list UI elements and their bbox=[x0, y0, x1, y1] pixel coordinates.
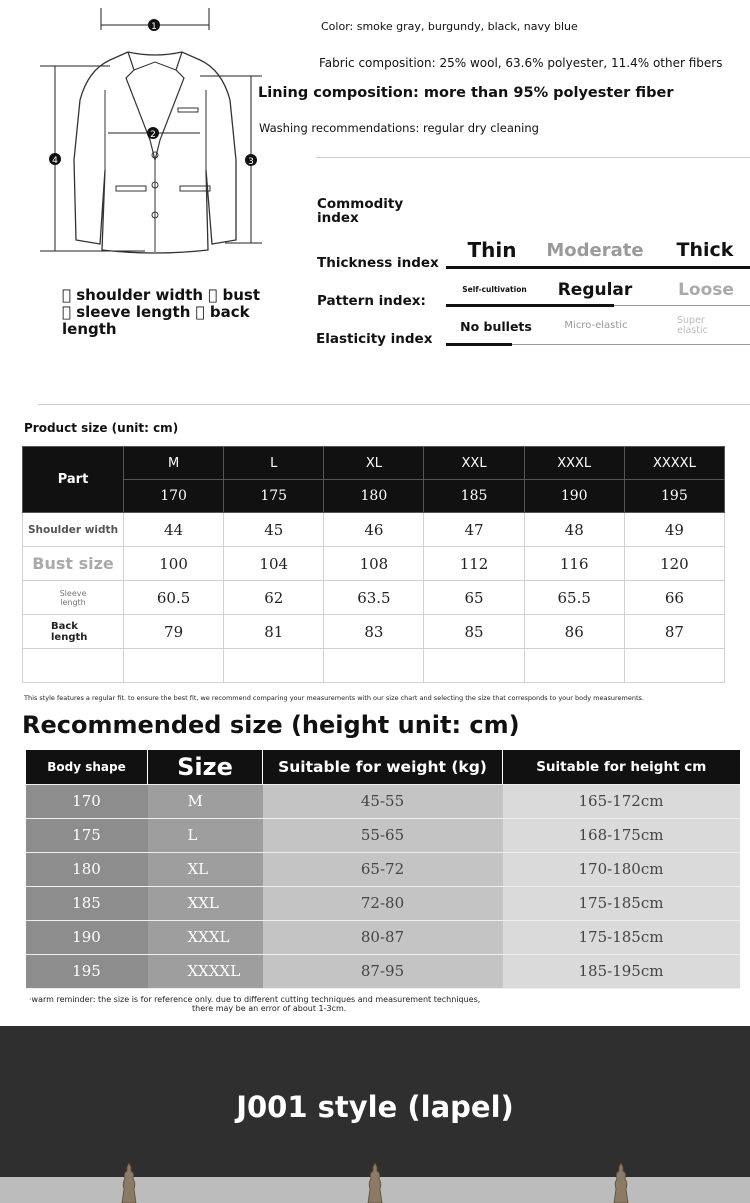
cell: 108 bbox=[324, 547, 424, 581]
cell: 60.5 bbox=[124, 581, 224, 615]
cell: 180 bbox=[26, 852, 148, 886]
cell: 100 bbox=[124, 547, 224, 581]
product-size-table bbox=[22, 446, 725, 683]
cell: 49 bbox=[624, 513, 724, 547]
pattern-index-label: Pattern index: bbox=[317, 293, 426, 309]
table-row bbox=[26, 954, 740, 988]
row-label: Back length bbox=[23, 615, 124, 649]
table-row bbox=[26, 886, 740, 920]
style-title: J001 style (lapel) bbox=[236, 1090, 514, 1124]
height-header: 190 bbox=[524, 480, 624, 513]
cell: 55-65 bbox=[263, 818, 503, 852]
svg-text:2: 2 bbox=[150, 130, 156, 140]
cell: 104 bbox=[224, 547, 324, 581]
header-size: Size bbox=[148, 750, 263, 784]
recommended-header-row bbox=[26, 750, 740, 784]
marker-3 bbox=[245, 154, 257, 167]
table-row bbox=[23, 547, 725, 581]
header-height: Suitable for height cm bbox=[503, 750, 740, 784]
thickness-moderate: Moderate bbox=[546, 240, 644, 261]
cell: 48 bbox=[524, 513, 624, 547]
recommended-size-table bbox=[25, 750, 740, 989]
part-header: Part bbox=[23, 447, 124, 513]
cell: 65 bbox=[424, 581, 524, 615]
thickness-thick: Thick bbox=[676, 239, 734, 261]
cell: XXXL bbox=[148, 920, 263, 954]
section-divider bbox=[38, 404, 750, 405]
thickness-index-label: Thickness index bbox=[317, 255, 439, 271]
size-header: M bbox=[124, 447, 224, 480]
cell: 112 bbox=[424, 547, 524, 581]
height-header: 170 bbox=[124, 480, 224, 513]
cell: 79 bbox=[124, 615, 224, 649]
size-header: XXXL bbox=[524, 447, 624, 480]
cell: 175 bbox=[26, 818, 148, 852]
height-header: 180 bbox=[324, 480, 424, 513]
product-size-title: Product size (unit: cm) bbox=[24, 421, 179, 435]
cell: L bbox=[148, 818, 263, 852]
table-row bbox=[23, 513, 725, 547]
table-row bbox=[26, 784, 740, 818]
cell: 83 bbox=[324, 615, 424, 649]
pattern-loose: Loose bbox=[678, 280, 734, 300]
cell: 175-185cm bbox=[503, 886, 740, 920]
size-header: L bbox=[224, 447, 324, 480]
svg-text:1: 1 bbox=[151, 22, 157, 32]
elasticity-super-elastic: Super elastic bbox=[677, 315, 708, 336]
elasticity-index-label: Elasticity index bbox=[316, 331, 433, 347]
commodity-index-title: Commodity index bbox=[317, 196, 404, 226]
cell: 87-95 bbox=[263, 954, 503, 988]
height-header: 175 bbox=[224, 480, 324, 513]
cell: 46 bbox=[324, 513, 424, 547]
divider bbox=[316, 157, 750, 158]
svg-text:3: 3 bbox=[248, 157, 254, 167]
warm-reminder-line-2: there may be an error of about 1-3cm. bbox=[192, 1004, 347, 1013]
header-weight: Suitable for weight (kg) bbox=[263, 750, 503, 784]
cell: 45-55 bbox=[263, 784, 503, 818]
spec-fabric: Fabric composition: 25% wool, 63.6% polyester, 11.4% other fibers bbox=[319, 56, 723, 70]
cell: 65-72 bbox=[263, 852, 503, 886]
pattern-regular: Regular bbox=[557, 280, 633, 300]
height-header: 185 bbox=[424, 480, 524, 513]
cell: 175-185cm bbox=[503, 920, 740, 954]
elasticity-no-bullets: No bullets bbox=[460, 319, 532, 334]
cell: 47 bbox=[424, 513, 524, 547]
cell: 62 bbox=[224, 581, 324, 615]
cell: 44 bbox=[124, 513, 224, 547]
recommended-size-title: Recommended size (height unit: cm) bbox=[22, 711, 520, 739]
jacket-measurement-diagram bbox=[30, 0, 270, 265]
size-header: XL bbox=[324, 447, 424, 480]
thickness-bar bbox=[446, 266, 750, 269]
row-label: Bust size bbox=[23, 547, 124, 581]
spec-lining: Lining composition: more than 95% polyester fiber bbox=[258, 85, 674, 101]
row-label: Shoulder width bbox=[23, 513, 124, 547]
cell: 66 bbox=[624, 581, 724, 615]
finial-icon bbox=[366, 1163, 384, 1203]
style-banner bbox=[0, 1026, 750, 1203]
cell: 72-80 bbox=[263, 886, 503, 920]
svg-text:4: 4 bbox=[52, 156, 58, 166]
finial-icon bbox=[120, 1163, 138, 1203]
cell: 85 bbox=[424, 615, 524, 649]
height-header: 195 bbox=[624, 480, 724, 513]
cell: XXXXL bbox=[148, 954, 263, 988]
warm-reminder-line-1: ·warm reminder: the size is for reference only. due to different cutting techniques and measurement techniques, bbox=[29, 995, 481, 1004]
table-row bbox=[23, 581, 725, 615]
measurement-caption:   shoulder width   bust   sleeve length   back length bbox=[62, 286, 261, 338]
elasticity-bar bbox=[446, 343, 512, 346]
thickness-thin: Thin bbox=[467, 238, 517, 262]
cell: 185 bbox=[26, 886, 148, 920]
size-header: XXXXL bbox=[624, 447, 724, 480]
cell: 86 bbox=[524, 615, 624, 649]
table-row bbox=[26, 920, 740, 954]
cell: 120 bbox=[624, 547, 724, 581]
size-header-row bbox=[23, 447, 725, 480]
cell: XL bbox=[148, 852, 263, 886]
cell: M bbox=[148, 784, 263, 818]
empty-row bbox=[23, 649, 725, 683]
cell: 185-195cm bbox=[503, 954, 740, 988]
cell: 116 bbox=[524, 547, 624, 581]
cell: 63.5 bbox=[324, 581, 424, 615]
fit-note: This style features a regular fit. to ensure the best fit, we recommend comparing your measurements with our size chart and selecting the size that corresponds to your body measurements. bbox=[24, 694, 644, 702]
cell: 168-175cm bbox=[503, 818, 740, 852]
cell: 65.5 bbox=[524, 581, 624, 615]
cell: 87 bbox=[624, 615, 724, 649]
elasticity-micro-elastic: Micro-elastic bbox=[564, 320, 628, 331]
cell: 170-180cm bbox=[503, 852, 740, 886]
cell: 170 bbox=[26, 784, 148, 818]
cell: 80-87 bbox=[263, 920, 503, 954]
cell: 81 bbox=[224, 615, 324, 649]
top-section bbox=[0, 0, 750, 410]
size-header: XXL bbox=[424, 447, 524, 480]
spec-washing: Washing recommendations: regular dry cleaning bbox=[259, 121, 539, 135]
header-body-shape: Body shape bbox=[26, 750, 148, 784]
spec-color: Color: smoke gray, burgundy, black, navy blue bbox=[321, 20, 578, 33]
table-row bbox=[26, 852, 740, 886]
cell: 190 bbox=[26, 920, 148, 954]
finial-icon bbox=[612, 1163, 630, 1203]
pattern-self-cultivation: Self-cultivation bbox=[462, 285, 527, 294]
cell: XXL bbox=[148, 886, 263, 920]
table-row bbox=[23, 615, 725, 649]
table-row bbox=[26, 818, 740, 852]
row-label: Sleeve length bbox=[23, 581, 124, 615]
cell: 165-172cm bbox=[503, 784, 740, 818]
height-header-row bbox=[23, 480, 725, 513]
marker-1 bbox=[148, 19, 160, 32]
cell: 195 bbox=[26, 954, 148, 988]
pattern-bar bbox=[446, 304, 614, 307]
marker-4 bbox=[49, 153, 61, 166]
cell: 45 bbox=[224, 513, 324, 547]
